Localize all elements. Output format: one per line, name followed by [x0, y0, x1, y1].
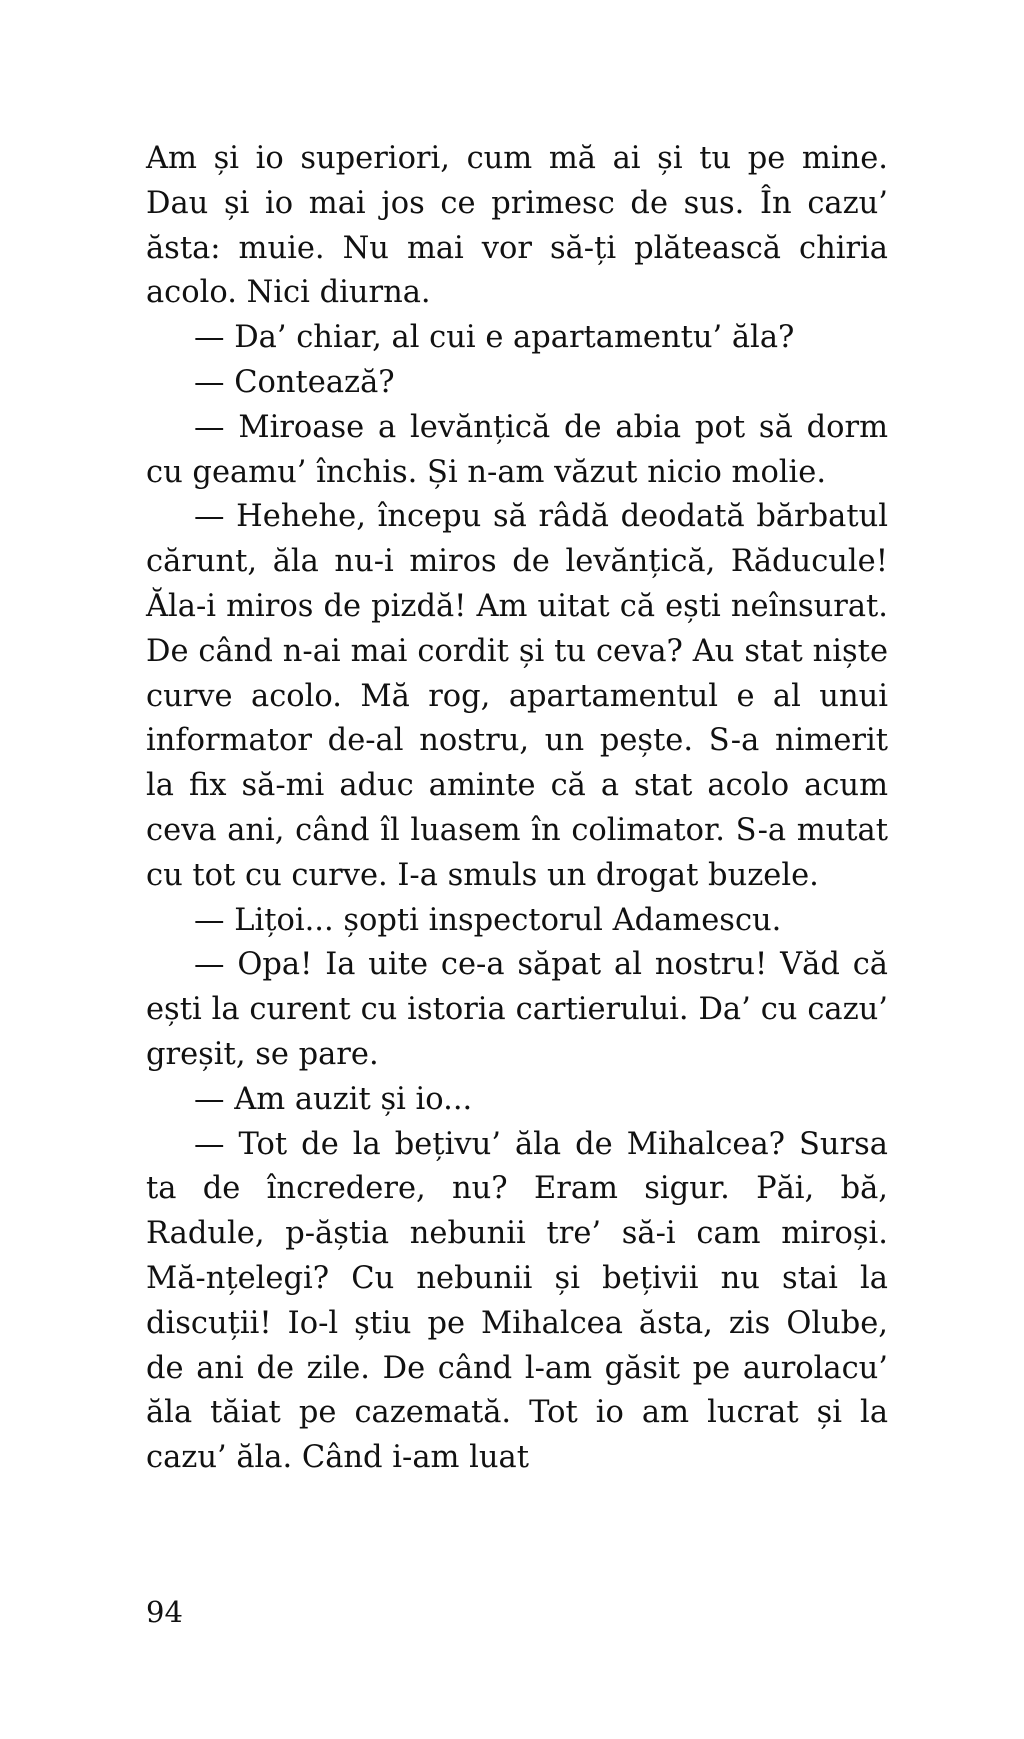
- paragraph-8: — Am auzit și io...: [194, 1081, 473, 1117]
- paragraph-2: — Da’ chiar, al cui e apartamentu’ ăla?: [194, 320, 795, 356]
- paragraph-1: Am și io superiori, cum mă ai și tu pe mine. Dau și io mai jos ce primesc de sus. În cazu’ ăsta: muie. Nu mai vor să-ți plătească chiria acolo. Nici diurna.: [146, 141, 888, 311]
- paragraph-3: — Contează?: [194, 364, 395, 400]
- paragraph-5: — Hehehe, începu să râdă deodată bărbatul cărunt, ăla nu-i miros de levănțică, Răducule! Ăla-i miros de pizdă! Am uitat că ești neînsurat. De când n-ai mai cordit și tu ceva? Au stat niște curve acolo. Mă rog, apartamentul e al unui informator de-al nostru, un pește. S-a nimerit la fix să-mi aduc aminte că a stat acolo acum ceva ani, când îl luasem în colimator. S-a mutat cu tot cu curve. I-a smuls un drogat buzele.: [146, 499, 888, 893]
- paragraph-9: — Tot de la bețivu’ ăla de Mihalcea? Sursa ta de încredere, nu? Eram sigur. Păi, bă, Radule, p-ăștia nebunii tre’ să-i cam miroși. Mă-nțelegi? Cu nebunii și bețivii nu stai la discuții! Io-l știu pe Mihalcea ăsta, zis Olube, de ani de zile. De când l-am găsit pe aurolacu’ ăla tăiat pe cazemată. Tot io am lucrat și la cazu’ ăla. Când i-am luat: [146, 1126, 888, 1476]
- paragraph-7: — Opa! Ia uite ce-a săpat al nostru! Văd că ești la curent cu istoria cartierului. Da’ cu cazu’ greșit, se pare.: [146, 947, 888, 1072]
- paragraph-4: — Miroase a levănțică de abia pot să dorm cu geamu’ închis. Și n-am văzut nicio molie.: [146, 409, 888, 490]
- page-number: 94: [146, 1595, 183, 1629]
- paragraph-6: — Lițoi... șopti inspectorul Adamescu.: [194, 902, 782, 938]
- body-text: [146, 137, 888, 1481]
